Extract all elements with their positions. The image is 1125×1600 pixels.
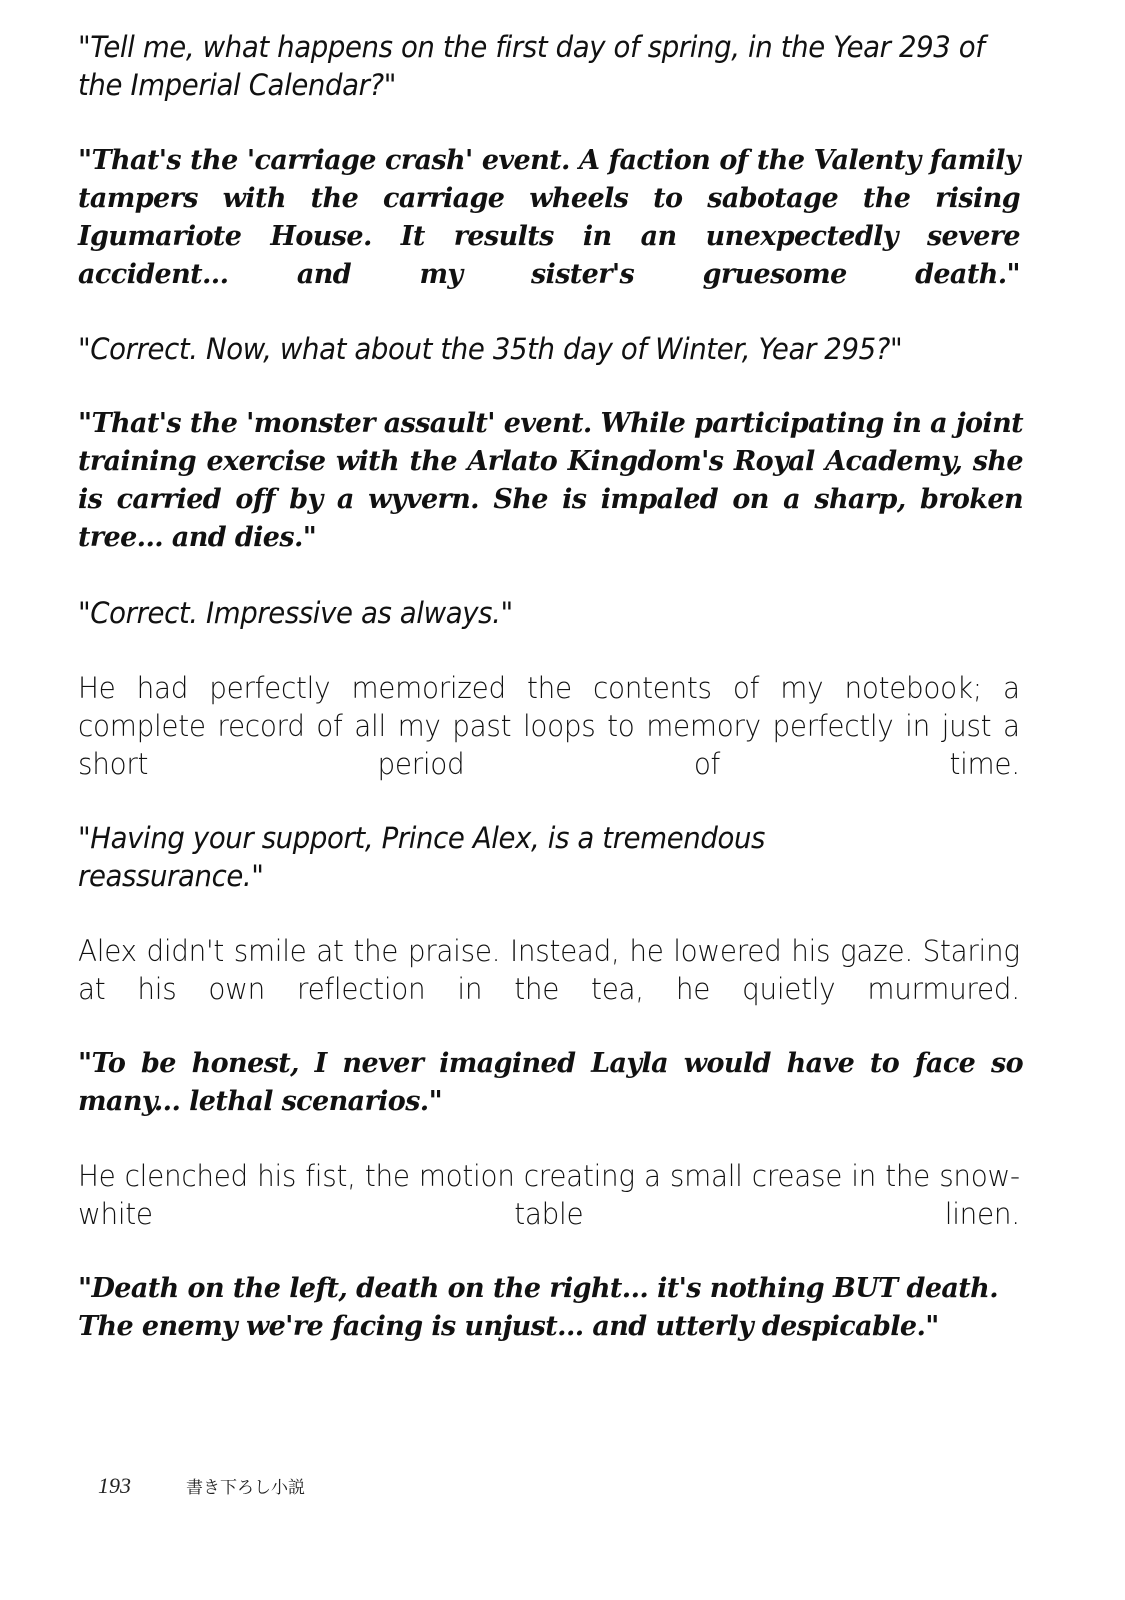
page-footer: [98, 1473, 305, 1499]
dialogue-lethal-scenarios: "To be honest, I never imagined Layla would have to face so many... lethal scenarios.": [78, 1048, 1023, 1117]
narration-memorized: He had perfectly memorized the contents of my notebook; a complete record of all my past loops to memory perfectly in just a short period of time.: [78, 671, 1020, 781]
section-title: 書き下ろし小説: [186, 1478, 305, 1498]
page-number: 193: [98, 1473, 131, 1498]
dialogue-answer-1: "That's the 'carriage crash' event. A faction of the Valenty family tampers with the carriage wheels to sabotage the rising Igumariote House. It results in an unexpectedly severe accident... and my sister's gruesome death.": [78, 145, 1020, 290]
dialogue-question-1: "Tell me, what happens on the first day of spring, in the Year 293 of the Imperial Calendar?": [78, 30, 985, 102]
narration-alex-gaze: Alex didn't smile at the praise. Instead, he lowered his gaze. Staring at his own reflection in the tea, he quietly murmured.: [78, 934, 1020, 1006]
dialogue-confirmation: "Correct. Impressive as always.": [78, 596, 513, 630]
dialogue-question-2: "Correct. Now, what about the 35th day of Winter, Year 295?": [78, 332, 903, 366]
dialogue-reassurance: "Having your support, Prince Alex, is a tremendous reassurance.": [78, 821, 765, 893]
dialogue-answer-2: "That's the 'monster assault' event. While participating in a joint training exercise with the Arlato Kingdom's Royal Academy, she is carried off by a wyvern. She is impaled on a sharp, broken tree... and dies.": [78, 408, 1023, 553]
dialogue-death: "Death on the left, death on the right... it's nothing BUT death. The enemy we're facing is unjust... and utterly despicable.": [78, 1273, 998, 1342]
narration-clenched-fist: He clenched his fist, the motion creating a small crease in the snow-white table linen.: [78, 1159, 1020, 1231]
